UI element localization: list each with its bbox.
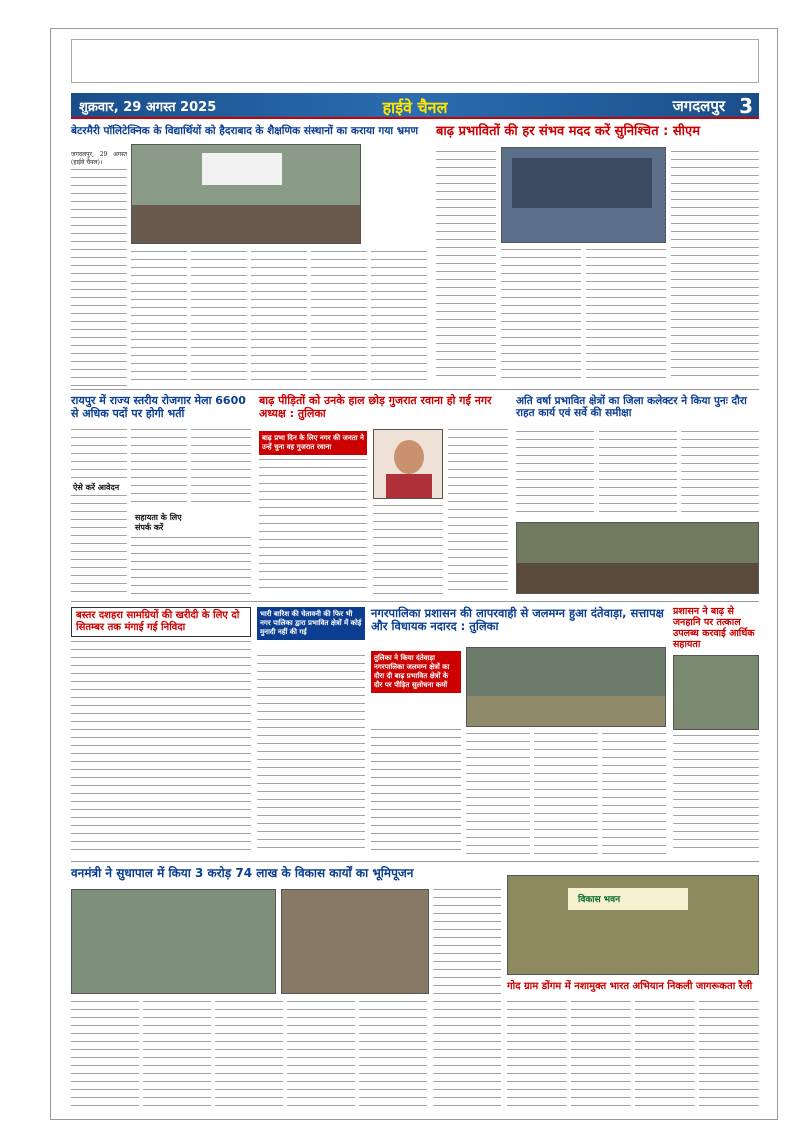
article-body [681, 431, 759, 517]
headline-cm-flood: बाढ़ प्रभावितों की हर संभव मदद करें सुनिश्चित : सीएम [436, 124, 700, 139]
photo-students-group [131, 144, 361, 244]
photo-cm-meeting [501, 147, 666, 243]
headline-nasha-mukt: गोद ग्राम डोंगम में नशामुक्त भारत अभियान निकली जागरूकता रैली [507, 981, 753, 992]
article-body [436, 151, 496, 381]
rally-banner-text: विकास भवन [578, 895, 621, 905]
photo-bhoomipujan-2 [281, 889, 429, 994]
article-body [257, 655, 365, 855]
article-body [71, 151, 127, 386]
article-body [71, 495, 127, 595]
article-body [143, 1001, 211, 1111]
article-body [131, 251, 187, 385]
callout-tulika: बाढ़ प्रभा दिन के लिए नगर की जनता ने उन्हें चुना वह गुजरात रवाना [259, 431, 367, 455]
article-body [433, 1001, 501, 1111]
article-body [371, 729, 461, 855]
article-body [599, 431, 677, 517]
article-body [501, 249, 581, 381]
newspaper-page [50, 28, 778, 1120]
headline-rojgar-mela: रायपुर में राज्य स्तरीय रोजगार मेला 6600 से अधिक पदों पर होगी भर्ती [71, 394, 246, 420]
headline-vanmantri: वनमंत्री ने सुधापाल में किया 3 करोड़ 74 लाख के विकास कार्यों का भूमिपूजन [71, 866, 414, 880]
photo-compensation [673, 655, 759, 730]
article-body [71, 429, 127, 479]
masthead-name: हाईवे चैनल [382, 98, 448, 117]
headline-dantewada: नगरपालिका प्रशासन की लापरवाही से जलमग्न हुआ दंतेवाड़ा, सत्तापक्ष और विधायक नदारद : तुलिका [371, 606, 664, 634]
article-body [586, 249, 666, 381]
article-body [191, 429, 251, 509]
article-body [131, 537, 251, 595]
headline-compensation: प्रशासन ने बाढ़ से जनहानि पर तत्काल उपलब्ध करवाई आर्थिक सहायता [673, 606, 755, 650]
article-body [287, 1001, 355, 1111]
divider [71, 861, 759, 862]
photo-flooded-area [466, 647, 666, 727]
article-body [191, 251, 247, 385]
article-body [534, 733, 598, 855]
headline-dashera-tender: बस्तर दशहरा सामग्रियों की खरीदी के लिए दो सितम्बर तक मंगाई गई निविदा [71, 607, 251, 637]
article-body [699, 1001, 759, 1111]
article-body [516, 431, 594, 517]
page-number: 3 [739, 94, 753, 118]
article-body [448, 429, 508, 595]
article-body [71, 1001, 139, 1111]
article-body [371, 251, 427, 385]
article-body [311, 251, 367, 385]
callout-tulika-visit: तुलिका ने किया दंतेवाड़ा नगरपालिका जलमग्न क्षेत्रों का दौरा दी बाढ़ प्रभावित क्षेत्रों के दौर पर पीड़ित सुलोचना कमों [371, 651, 461, 693]
photo-collector-visit [516, 522, 759, 594]
headline-tulika-gujarat: बाढ़ पीड़ितों को उनके हाल छोड़ गुजरात रवाना हो गई नगर अध्यक्ष : तुलिका [259, 394, 492, 420]
subhead-sahayata: सहायता के लिए संपर्क करें [135, 513, 182, 532]
article-body [635, 1001, 695, 1111]
article-body [433, 889, 501, 994]
article-body [571, 1001, 631, 1111]
top-ad-box [71, 39, 759, 83]
divider [71, 389, 759, 390]
photo-rally [507, 875, 759, 975]
article-body [673, 735, 759, 855]
article-body [71, 641, 251, 856]
article-body [215, 1001, 283, 1111]
article-body [602, 733, 666, 855]
divider [71, 601, 759, 602]
article-body [671, 151, 759, 381]
photo-bhoomipujan-1 [71, 889, 276, 994]
article-body [131, 429, 187, 509]
headline-collector-survey: अति वर्षा प्रभावित क्षेत्रों का जिला कलेक्टर ने किया पुनः दौरा राहत कार्य एवं सर्वे की समीक्षा [516, 395, 747, 420]
masthead-date: शुक्रवार, 29 अगस्त 2025 [79, 100, 217, 115]
subhead-aavedan: ऐसे करें आवेदन [73, 483, 120, 492]
masthead [71, 93, 759, 119]
callout-no-munadi: भारी बारिश की चेतावनी की फिर भी नगर पालिका द्वारा प्रभावित क्षेत्रों में कोई मुनादी नहीं की गई [257, 607, 365, 640]
article-body [466, 733, 530, 855]
headline-polytechnic: बेटरमैरी पॉलिटेक्निक के विद्यार्थियों को हैदराबाद के शैक्षणिक संस्थानों का कराया गया भ्रमण [71, 125, 419, 137]
article-body [507, 1001, 567, 1111]
article-body [259, 459, 367, 595]
article-body [359, 1001, 427, 1111]
article-body [373, 505, 443, 595]
article-body [251, 251, 307, 385]
byline: जगदलपुर, 29 अगस्त (हाईवे चैनल)। [71, 151, 127, 167]
photo-tulika-portrait [373, 429, 443, 499]
masthead-city: जगदलपुर [672, 97, 725, 115]
